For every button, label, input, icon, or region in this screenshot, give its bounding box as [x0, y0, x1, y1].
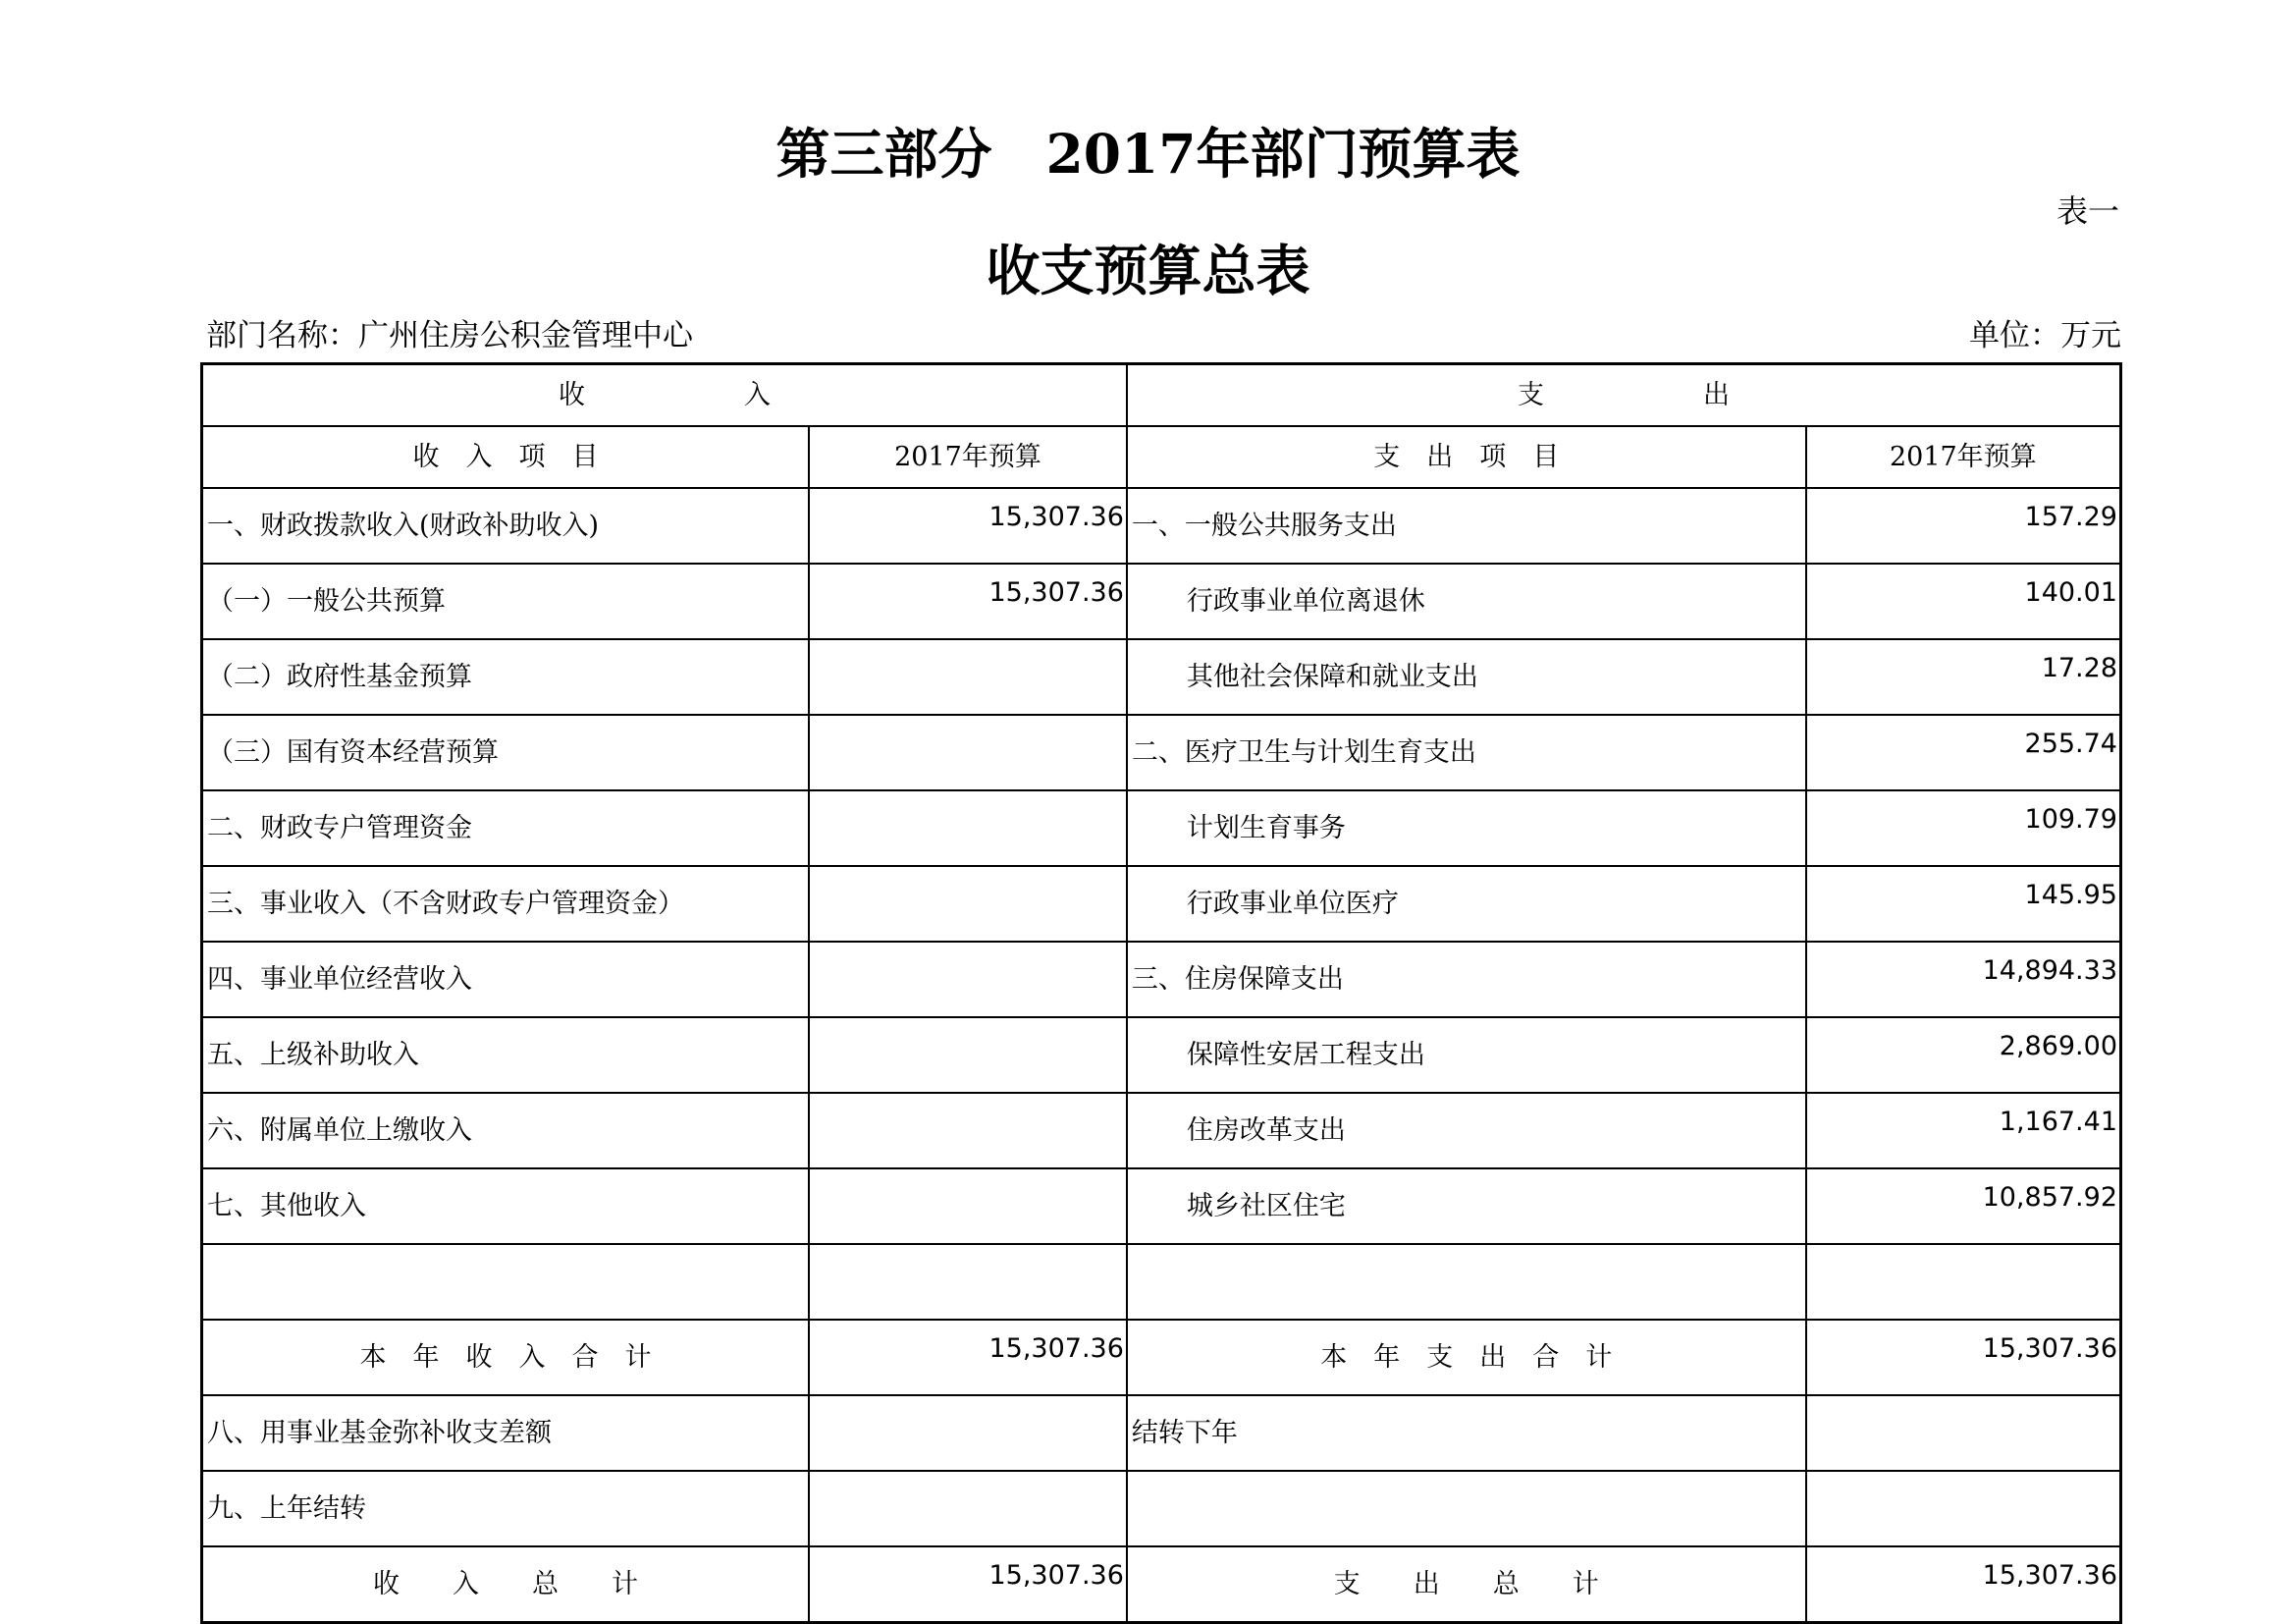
subtotal-row: [202, 1320, 2121, 1395]
table-row: [202, 1244, 2121, 1320]
income-value-cell: [809, 790, 1127, 866]
table-row: [202, 942, 2121, 1017]
income-value-cell: 15,307.36: [809, 564, 1127, 639]
expense-value-cell: 140.01: [1806, 564, 2121, 639]
income-subtotal-value: 15,307.36: [809, 1320, 1127, 1395]
income-group-header: 收 入: [202, 364, 1127, 427]
income-value-cell: [809, 942, 1127, 1017]
income-item-header: 收 入 项 目: [202, 426, 810, 488]
income-item-cell: 八、用事业基金弥补收支差额: [202, 1395, 810, 1471]
main-title: 第三部分 2017年部门预算表: [775, 122, 1521, 186]
table-row: [202, 715, 2121, 790]
expense-value-cell: 10,857.92: [1806, 1168, 2121, 1244]
expense-item-cell: 计划生育事务: [1127, 790, 1806, 866]
expense-value-cell: 255.74: [1806, 715, 2121, 790]
expense-budget-header: 2017年预算: [1806, 426, 2121, 488]
expense-value-cell: [1806, 1471, 2121, 1546]
total-row: [202, 1546, 2121, 1623]
income-value-cell: [809, 1244, 1127, 1320]
expense-subtotal-value: 15,307.36: [1806, 1320, 2121, 1395]
table-row: [202, 790, 2121, 866]
income-value-cell: [809, 1168, 1127, 1244]
expense-item-cell: 结转下年: [1127, 1395, 1806, 1471]
table-row: [202, 1168, 2121, 1244]
expense-total-label: 支 出 总 计: [1127, 1546, 1806, 1623]
table-row: [202, 866, 2121, 942]
income-value-cell: [809, 715, 1127, 790]
expense-group-header: 支 出: [1127, 364, 2121, 427]
income-value-cell: [809, 1093, 1127, 1168]
income-value-cell: [809, 866, 1127, 942]
table-row: [202, 639, 2121, 715]
expense-item-cell: 保障性安居工程支出: [1127, 1017, 1806, 1093]
income-item-cell: 一、财政拨款收入(财政补助收入): [202, 488, 810, 564]
income-item-cell: [202, 1244, 810, 1320]
expense-item-cell: 其他社会保障和就业支出: [1127, 639, 1806, 715]
table-row: [202, 564, 2121, 639]
table-row: [202, 1395, 2121, 1471]
income-item-cell: 六、附属单位上缴收入: [202, 1093, 810, 1168]
expense-item-cell: 二、医疗卫生与计划生育支出: [1127, 715, 1806, 790]
column-header-row: [202, 426, 2121, 488]
table-row: [202, 1017, 2121, 1093]
expense-value-cell: [1806, 1244, 2121, 1320]
expense-value-cell: 157.29: [1806, 488, 2121, 564]
department-name: 部门名称：广州住房公积金管理中心: [206, 318, 693, 353]
income-budget-header: 2017年预算: [809, 426, 1127, 488]
income-item-cell: 七、其他收入: [202, 1168, 810, 1244]
expense-value-cell: 109.79: [1806, 790, 2121, 866]
table-row: [202, 488, 2121, 564]
income-item-cell: （二）政府性基金预算: [202, 639, 810, 715]
expense-item-cell: 一、一般公共服务支出: [1127, 488, 1806, 564]
income-value-cell: [809, 1017, 1127, 1093]
expense-item-cell: 住房改革支出: [1127, 1093, 1806, 1168]
expense-value-cell: [1806, 1395, 2121, 1471]
expense-value-cell: 17.28: [1806, 639, 2121, 715]
income-item-cell: （三）国有资本经营预算: [202, 715, 810, 790]
income-total-value: 15,307.36: [809, 1546, 1127, 1623]
expense-item-cell: 行政事业单位医疗: [1127, 866, 1806, 942]
expense-item-cell: [1127, 1244, 1806, 1320]
expense-value-cell: 14,894.33: [1806, 942, 2121, 1017]
income-value-cell: [809, 1471, 1127, 1546]
income-item-cell: （一）一般公共预算: [202, 564, 810, 639]
table-number: 表一: [2056, 192, 2119, 230]
table-row: [202, 1471, 2121, 1546]
income-value-cell: [809, 1395, 1127, 1471]
income-item-cell: 四、事业单位经营收入: [202, 942, 810, 1017]
expense-subtotal-label: 本 年 支 出 合 计: [1127, 1320, 1806, 1395]
expense-item-cell: [1127, 1471, 1806, 1546]
sub-title: 收支预算总表: [986, 239, 1310, 302]
income-item-cell: 五、上级补助收入: [202, 1017, 810, 1093]
expense-item-header: 支 出 项 目: [1127, 426, 1806, 488]
budget-table: [200, 362, 2122, 1624]
expense-total-value: 15,307.36: [1806, 1546, 2121, 1623]
income-item-cell: 二、财政专户管理资金: [202, 790, 810, 866]
expense-value-cell: 1,167.41: [1806, 1093, 2121, 1168]
expense-value-cell: 145.95: [1806, 866, 2121, 942]
expense-item-cell: 行政事业单位离退休: [1127, 564, 1806, 639]
table-row: [202, 1093, 2121, 1168]
expense-value-cell: 2,869.00: [1806, 1017, 2121, 1093]
income-total-label: 收 入 总 计: [202, 1546, 810, 1623]
income-item-cell: 三、事业收入（不含财政专户管理资金）: [202, 866, 810, 942]
group-header-row: [202, 364, 2121, 427]
income-subtotal-label: 本 年 收 入 合 计: [202, 1320, 810, 1395]
income-item-cell: 九、上年结转: [202, 1471, 810, 1546]
expense-item-cell: 城乡社区住宅: [1127, 1168, 1806, 1244]
expense-item-cell: 三、住房保障支出: [1127, 942, 1806, 1017]
income-value-cell: [809, 639, 1127, 715]
unit-label: 单位：万元: [1969, 318, 2121, 353]
income-value-cell: 15,307.36: [809, 488, 1127, 564]
